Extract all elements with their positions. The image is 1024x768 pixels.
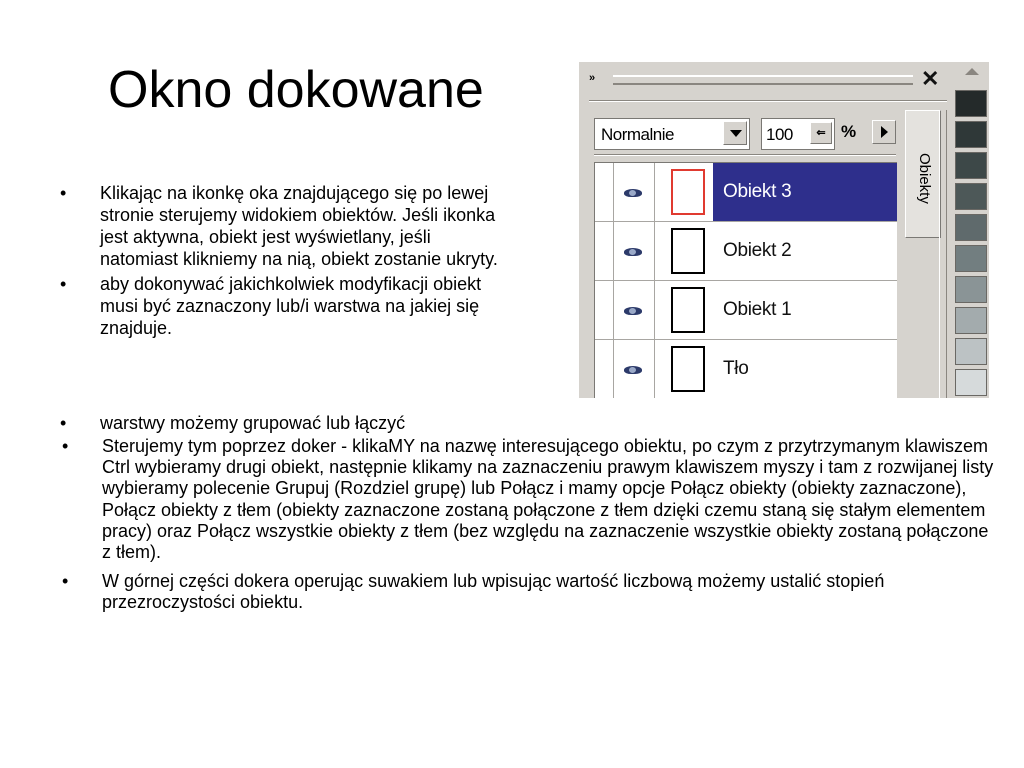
color-swatch[interactable]: [955, 276, 987, 303]
layer-name: Obiekt 1: [723, 299, 792, 320]
color-palette: [953, 62, 989, 398]
eye-icon[interactable]: [624, 248, 642, 256]
bullet-list-bottom: [102, 436, 1002, 622]
color-swatch[interactable]: [955, 369, 987, 396]
opacity-value: 100: [766, 125, 793, 144]
opacity-input[interactable]: [761, 118, 835, 150]
layer-row[interactable]: [595, 281, 897, 340]
layer-row[interactable]: [595, 340, 897, 398]
color-swatch[interactable]: [955, 307, 987, 334]
color-swatch[interactable]: [955, 152, 987, 179]
bullet-item: • Sterujemy tym poprzez doker - klikaMY na nazwę interesującego obiektu, po czym z przytrzymanym klawiszem Ctrl wybieramy drugi obiekt, następnie klikamy na zaznaczeniu prawym klawiszem myszy i tam z rozwijanej listy wybieramy polecenie Grupuj (Rozdziel grupę) lub Połącz i mamy opcje Połącz obiekty (obiekty zaznaczone), Połącz obiekty z tłem (obiekty zaznaczone zostaną połączone z tłem dzięki czemu staną się stałym elementem pracy) oraz Połącz wszystkie obiekty z tłem (bez względu na zaznaczenie wszystkie obiekty zostaną połączone z tłem).: [102, 436, 1002, 563]
color-swatch[interactable]: [955, 338, 987, 365]
color-swatch[interactable]: [955, 245, 987, 272]
close-icon[interactable]: ✕: [921, 66, 940, 91]
layer-row[interactable]: [595, 222, 897, 281]
layer-thumbnail: [671, 346, 705, 392]
layer-row[interactable]: [595, 163, 897, 222]
percent-label: %: [841, 122, 857, 141]
layer-name: Obiekt 2: [723, 240, 792, 261]
bullet-item: • aby dokonywać jakichkolwiek modyfikacji obiekt musi być zaznaczony lub/i warstwa na jakiej się znajduje.: [100, 273, 500, 339]
color-swatch[interactable]: [955, 90, 987, 117]
blend-mode-select[interactable]: [594, 118, 750, 150]
separator: [594, 154, 896, 156]
layer-thumbnail: [671, 228, 705, 274]
drag-grip[interactable]: [613, 75, 913, 85]
eye-icon[interactable]: [624, 366, 642, 374]
bullet-list-top: [100, 182, 500, 342]
layer-list: [594, 162, 897, 398]
layer-thumbnail: [671, 287, 705, 333]
bullet-item: • warstwy możemy grupować lub łączyć: [100, 412, 600, 434]
double-chevron-icon[interactable]: »: [589, 72, 596, 84]
eye-icon[interactable]: [624, 307, 642, 315]
scroll-up-icon[interactable]: [965, 68, 979, 75]
layer-name: Tło: [723, 358, 749, 379]
tab-label: Obiekty: [916, 153, 933, 204]
slider-toggle-icon[interactable]: ⇐: [810, 122, 832, 144]
eye-icon[interactable]: [624, 189, 642, 197]
separator: [589, 100, 947, 102]
vertical-separator: [939, 110, 947, 398]
bullet-item: • Klikając na ikonkę oka znajdującego się po lewej stronie sterujemy widokiem obiektów. Jeśli ikonka jest aktywna, obiekt jest wyświetlany, jeśli natomiast klikniemy na nią, obiekt zostanie ukryty.: [100, 182, 500, 270]
opacity-slider-button[interactable]: [872, 120, 896, 144]
bullet-list-mid: [100, 412, 600, 434]
docker-titlebar[interactable]: [589, 66, 947, 91]
layer-thumbnail: [671, 169, 705, 215]
color-swatch[interactable]: [955, 121, 987, 148]
blend-mode-value: Normalnie: [601, 125, 674, 144]
bullet-item: • W górnej części dokera operując suwakiem lub wpisując wartość liczbową możemy ustalić stopień przezroczystości obiektu.: [102, 571, 1002, 613]
color-swatch[interactable]: [955, 183, 987, 210]
chevron-down-icon[interactable]: [723, 121, 747, 145]
slide-title: Okno dokowane: [108, 61, 484, 119]
tab-obiekty[interactable]: [905, 110, 941, 238]
color-swatch[interactable]: [955, 214, 987, 241]
docker-screenshot: [578, 62, 989, 398]
layer-name: Obiekt 3: [723, 181, 792, 202]
